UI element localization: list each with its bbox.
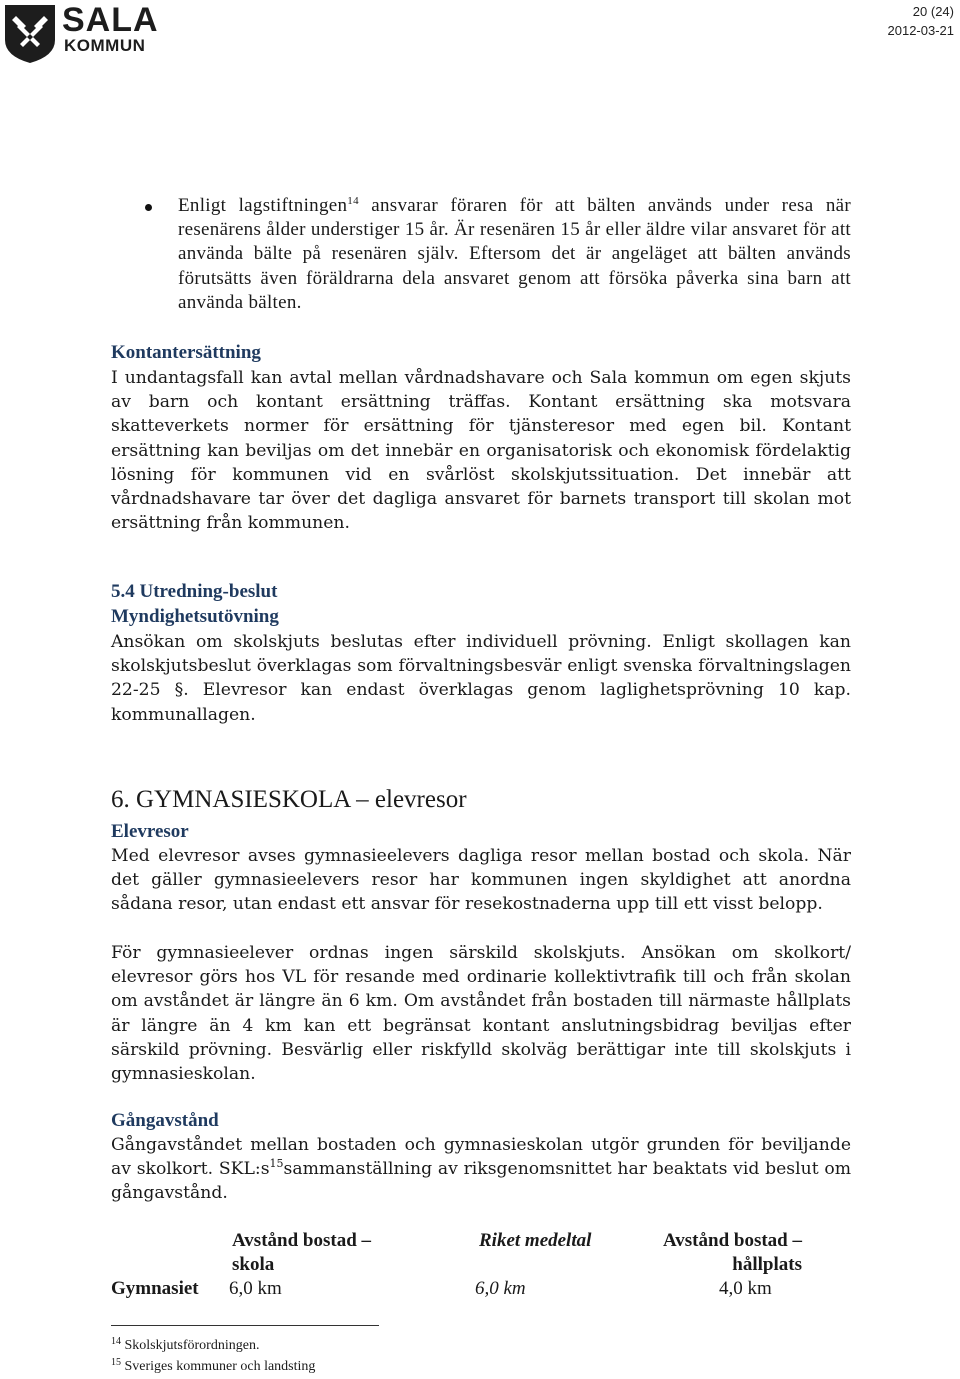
bullet-text-end: ansvarar föraren för att bälten används under resa när resenärens ålder understiger 15 år. Är resenären 15 år eller äldre vilar ansvaret för att använda bälte på resenären själv. Eftersom det är angeläget att bälten används förutsätts även föräldrarna dela ansvaret genom att försöka påverka sina barn att använda bälten. xyxy=(178,195,851,313)
table-header-riket: Riket medeltal xyxy=(479,1230,592,1251)
footnote-14 xyxy=(111,1337,259,1355)
bullet-paragraph xyxy=(178,194,851,315)
logo-subtext: KOMMUN xyxy=(64,36,146,55)
footnote-number: 15 xyxy=(111,1357,121,1368)
table-cell: 6,0 km xyxy=(475,1278,526,1299)
page-number: 20 (24) xyxy=(912,4,954,19)
gymnasie-paragraph: För gymnasieelever ordnas ingen särskild skolskjuts. Ansökan om skolkort/ elevresor görs hos VL för resande med ordinarie kollektivtrafik till och från skolan om avståndet är längre än 6 km. Om avståndet från bostaden till närmaste hållplats är längre än 4 km kan ett begränsat kontant anslutningsbidrag beviljas efter särskild prövning. Besvärlig eller riskfylld skolväg berättigar inte till skolskjuts i gymnasieskolan. xyxy=(111,943,851,1085)
section-5-4-heading: 5.4 Utredning-beslut xyxy=(111,581,278,602)
gang-text-end: sammanställning av riksgenomsnittet har beaktats vid beslut om gångavstånd. xyxy=(111,1159,851,1204)
section-6-heading: 6. GYMNASIESKOLA – elevresor xyxy=(111,786,467,813)
elevresor-paragraph: Med elevresor avses gymnasieelevers dagliga resor mellan bostad och skola. När det gäller gymnasieelevers resor har kommunen ingen skyldighet att anordna sådana resor, utan endast ett ansvar för resekostnaderna upp till ett visst belopp. xyxy=(111,846,851,915)
sala-kommun-logo xyxy=(2,1,159,62)
footnote-15 xyxy=(111,1358,315,1376)
table-row-label: Gymnasiet xyxy=(111,1278,199,1299)
logo-text: SALA xyxy=(62,1,159,39)
footnote-ref-14[interactable]: 14 xyxy=(347,195,359,207)
header-line: skola xyxy=(232,1254,275,1275)
footnote-ref-15[interactable]: 15 xyxy=(269,1157,284,1171)
page-info xyxy=(888,2,955,40)
table-cell: 6,0 km xyxy=(229,1278,282,1299)
header-line: hållplats xyxy=(732,1254,802,1275)
gangavstand-heading: Gångavstånd xyxy=(111,1110,219,1131)
header-line: Avstånd bostad – xyxy=(232,1230,372,1251)
footnote-text: Sveriges kommuner och landsting xyxy=(124,1359,316,1374)
table-cell: 4,0 km xyxy=(719,1278,772,1299)
elevresor-heading: Elevresor xyxy=(111,821,189,842)
footnote-divider xyxy=(111,1325,379,1326)
document-date: 2012-03-21 xyxy=(887,23,954,38)
footnote-text: Skolskjutsförordningen. xyxy=(124,1338,260,1353)
gangavstand-paragraph xyxy=(111,1133,851,1206)
myndighet-subheading: Myndighetsutövning xyxy=(111,606,279,627)
section-5-4-paragraph: Ansökan om skolskjuts beslutas efter individuell prövning. Enligt skollagen kan skolskjutsbeslut överklagas som förvaltningsbesvär enligt svenska förvaltningslagen 22-25 §. Elevresor kan endast överklagas genom laglighetsprövning 10 kap. kommunallagen. xyxy=(111,632,851,725)
gang-text-start: Gångavståndet mellan bostaden och gymnasieskolan utgör grunden för beviljande av skolkort. SKL:s xyxy=(111,1135,851,1180)
sala-crest-icon xyxy=(2,2,58,64)
bullet-marker xyxy=(145,204,152,211)
table-header-bostad-hallplats xyxy=(645,1229,802,1277)
footnote-number: 14 xyxy=(111,1336,121,1347)
kontant-heading: Kontantersättning xyxy=(111,342,261,363)
kontant-paragraph: I undantagsfall kan avtal mellan vårdnadshavare och Sala kommun om egen skjuts av barn och kontant ersättning träffas. Kontant ersättning ska motsvara skatteverkets normer för ersättning för tjänsteresor med egen bil. Kontant ersättning kan beviljas om det innebär en organisatorisk och ekonomisk fördelaktig lösning för kommunen vid en svårlöst skolskjutssituation. Det innebär att vårdnadshavare tar över det dagliga ansvaret för barnets transport till skolan mot ersättning från kommunen. xyxy=(111,368,851,534)
header-line: Avstånd bostad – xyxy=(662,1230,802,1251)
table-header-bostad-skola xyxy=(232,1229,371,1277)
bullet-text-start: Enligt lagstiftningen xyxy=(178,195,348,216)
